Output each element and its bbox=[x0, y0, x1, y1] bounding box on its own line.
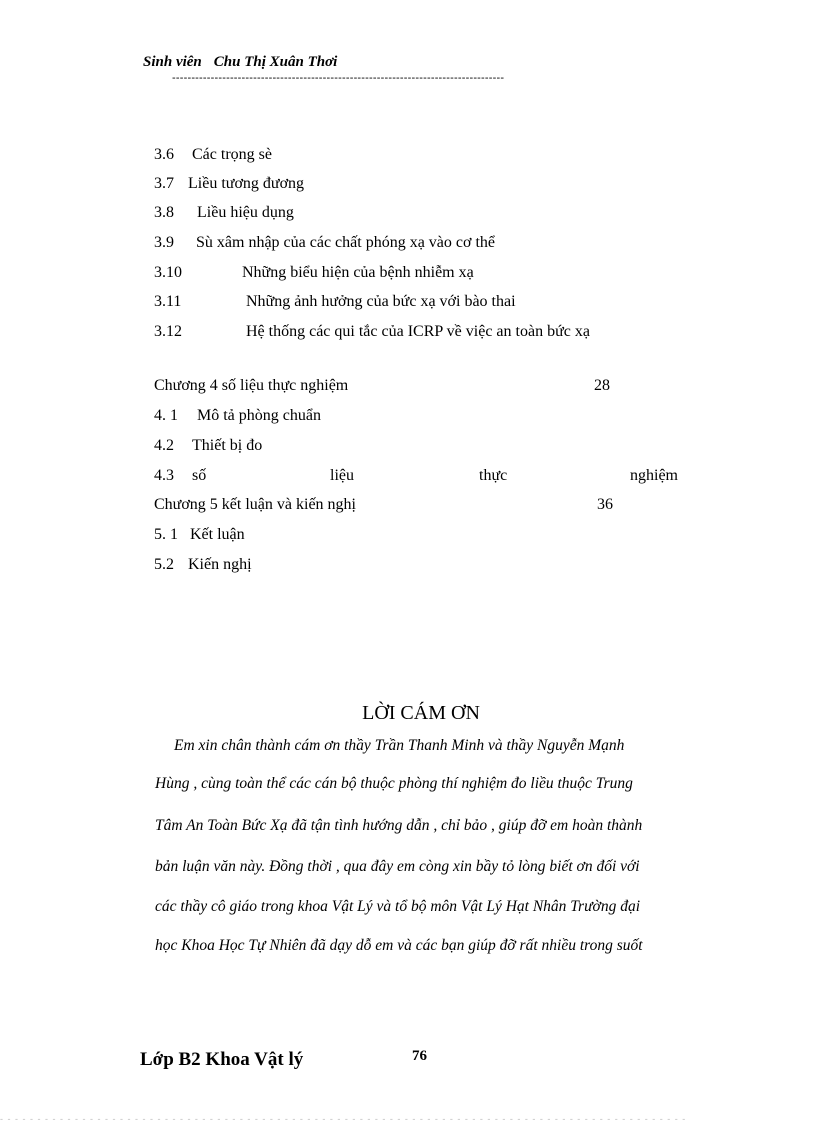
toc-item bbox=[154, 204, 714, 224]
toc-item bbox=[154, 323, 714, 343]
paragraph-line: học Khoa Học Tự Nhiên đã dạy dỗ em và các bạn giúp đỡ rất nhiều trong suốt bbox=[155, 937, 643, 954]
toc-chapter bbox=[154, 377, 714, 397]
header-rule: -------------------------------------------------------------------------------------- bbox=[172, 72, 505, 84]
toc-item-number: 4.3 bbox=[154, 467, 174, 484]
toc-item-number: 5.2 bbox=[154, 556, 174, 573]
toc-item-text: Những biểu hiện của bệnh nhiễm xạ bbox=[242, 264, 474, 281]
footer-rule: - - - - - - - - - - - - - - - - - - - - - - - - - - - - - - - - - - - - - - - - - - - - - - - - - - - - - - - - - - - - - - - - - - - - - - - - - - - - - - - - - - - - - - - - - - - - bbox=[0, 1114, 687, 1123]
student-label: Sinh viên bbox=[143, 54, 202, 70]
toc-item bbox=[154, 437, 714, 457]
toc-item bbox=[154, 526, 714, 546]
toc-item-number: 3.10 bbox=[154, 264, 182, 281]
toc-item bbox=[154, 556, 714, 576]
toc-item-text: Hệ thống các qui tắc của ICRP về việc an toàn bức xạ bbox=[246, 323, 590, 340]
paragraph-line: Tâm An Toàn Bức Xạ đã tận tình hướng dẫn , chỉ bảo , giúp đỡ em hoàn thành bbox=[155, 817, 643, 834]
toc-item-text: Những ảnh hưởng của bức xạ với bào thai bbox=[246, 293, 516, 310]
toc-item bbox=[154, 234, 714, 254]
toc-item-text: Các trọng sè bbox=[192, 146, 272, 163]
toc-item bbox=[154, 467, 714, 487]
toc-item-text: Kiến nghị bbox=[188, 556, 252, 573]
toc-item-number: 3.6 bbox=[154, 146, 174, 163]
toc-item-word: thực bbox=[479, 467, 508, 484]
student-name: Chu Thị Xuân Thơi bbox=[213, 54, 338, 70]
paragraph-line: bản luận văn này. Đồng thời , qua đây em còng xin bầy tỏ lòng biết ơn đối với bbox=[155, 858, 640, 875]
toc-item bbox=[154, 175, 714, 195]
toc-item-word: số bbox=[192, 467, 207, 484]
toc-chapter-page: 28 bbox=[594, 377, 610, 394]
toc-chapter-title: Chương 4 số liệu thực nghiệm bbox=[154, 377, 349, 394]
toc-chapter-title: Chương 5 kết luận và kiến nghị bbox=[154, 496, 356, 513]
toc-item bbox=[154, 293, 714, 313]
toc-item-text: Mô tả phòng chuẩn bbox=[197, 407, 321, 424]
paragraph-line: các thầy cô giáo trong khoa Vật Lý và tổ bộ môn Vật Lý Hạt Nhân Trường đại bbox=[155, 898, 640, 915]
toc-item-word: liệu bbox=[330, 467, 354, 484]
page-number: 76 bbox=[412, 1048, 427, 1064]
toc-item-number: 5. 1 bbox=[154, 526, 178, 543]
toc-item bbox=[154, 407, 714, 427]
acknowledgement-title: LỜI CÁM ƠN bbox=[362, 702, 480, 724]
toc-item-word: nghiệm bbox=[630, 467, 678, 484]
toc-item-text: Liều hiệu dụng bbox=[197, 204, 294, 221]
paragraph-line: Em xin chân thành cám ơn thầy Trần Thanh Minh và thầy Nguyễn Mạnh bbox=[174, 737, 625, 754]
toc-item-number: 4.2 bbox=[154, 437, 174, 454]
footer-class-label: Lớp B2 Khoa Vật lý bbox=[140, 1049, 304, 1070]
page-header bbox=[143, 54, 337, 71]
toc-item bbox=[154, 146, 714, 166]
paragraph-line: Hùng , cùng toàn thể các cán bộ thuộc phòng thí nghiệm đo liều thuộc Trung bbox=[155, 775, 633, 792]
toc-item-number: 3.11 bbox=[154, 293, 182, 310]
toc-item bbox=[154, 264, 714, 284]
toc-item-text: Kết luận bbox=[190, 526, 245, 543]
toc-item-number: 3.12 bbox=[154, 323, 182, 340]
toc-item-text: Thiết bị đo bbox=[192, 437, 263, 454]
toc-item-number: 4. 1 bbox=[154, 407, 178, 424]
toc-item-number: 3.9 bbox=[154, 234, 174, 251]
toc-item-text: Sù xâm nhập của các chất phóng xạ vào cơ thể bbox=[196, 234, 496, 251]
toc-item-number: 3.8 bbox=[154, 204, 174, 221]
toc-chapter bbox=[154, 496, 714, 516]
toc-item-text: Liều tương đương bbox=[188, 175, 305, 192]
toc-item-number: 3.7 bbox=[154, 175, 174, 192]
toc-chapter-page: 36 bbox=[597, 496, 613, 513]
